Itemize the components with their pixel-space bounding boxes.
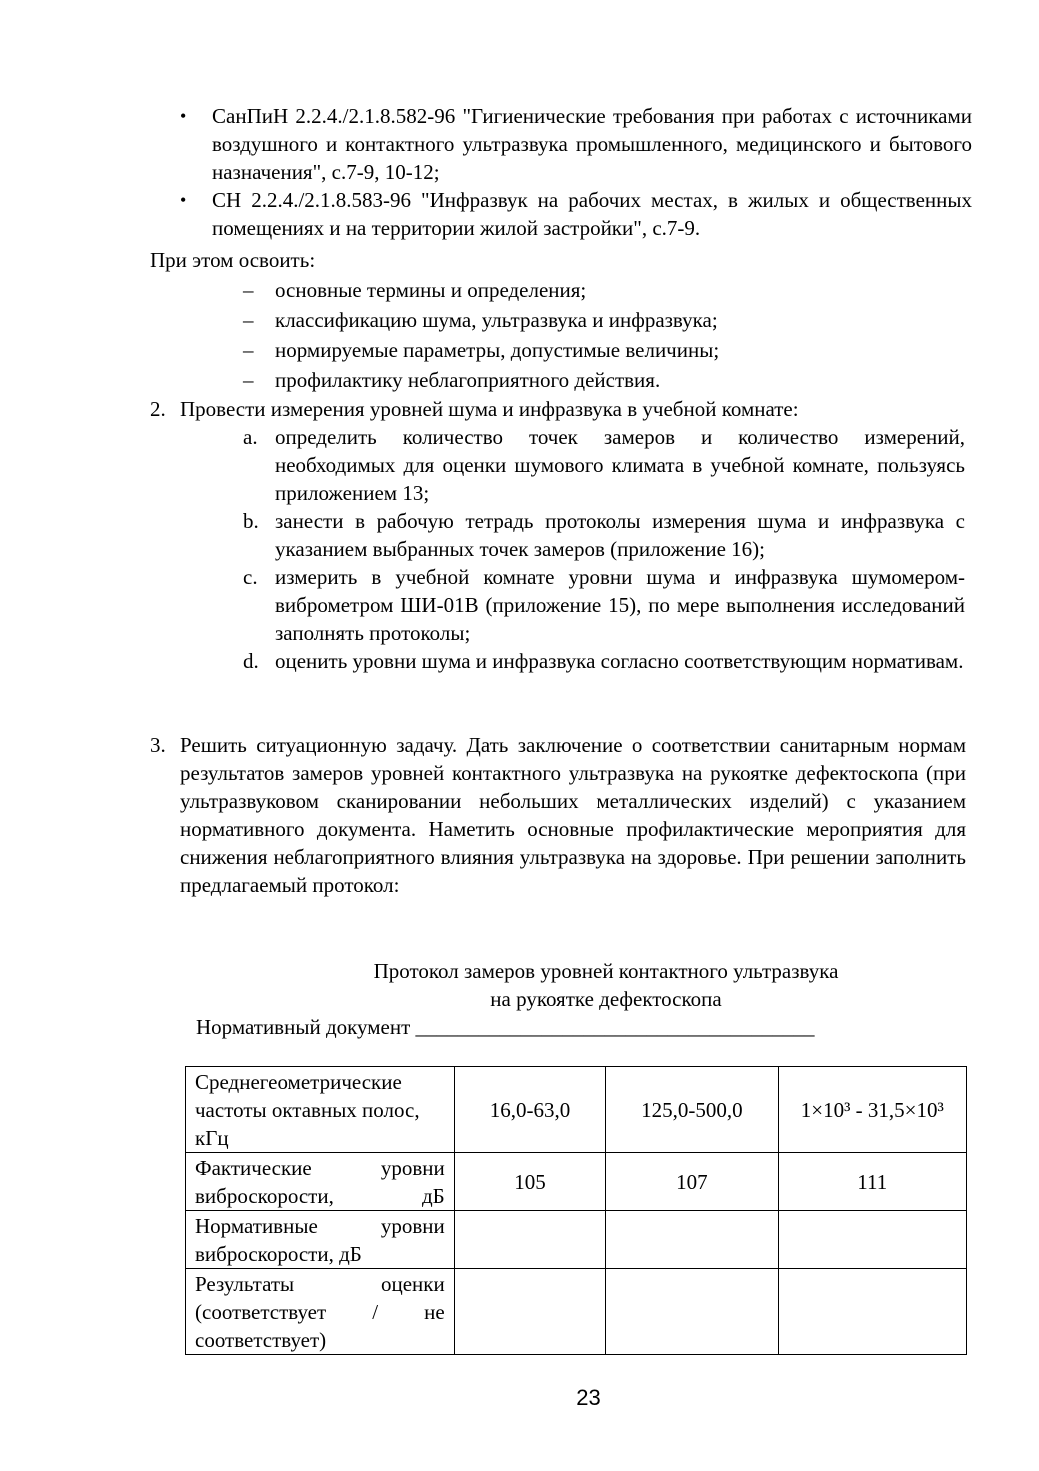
- subtask-list: [243, 423, 968, 675]
- table-header-cell: 125,0-500,0: [606, 1067, 778, 1153]
- dash-icon: –: [243, 368, 254, 392]
- reference-text: СанПиН 2.2.4./2.1.8.582-96 "Гигиенические требования при работах с источниками воздушного и контактного ультразвука промышленного, медицинского и бытового назначения", с.7-9, 10-12;: [212, 104, 972, 184]
- list-item: [243, 366, 719, 396]
- task-item-3: [150, 731, 968, 899]
- subtask-item: [243, 507, 968, 563]
- table-cell: [778, 1211, 966, 1269]
- dash-icon: –: [243, 278, 254, 302]
- bullet-icon: •: [180, 106, 187, 126]
- table-row: [186, 1211, 967, 1269]
- subtask-item: [243, 647, 968, 675]
- task-text: Провести измерения уровней шума и инфразвука в учебной комнате:: [180, 397, 799, 421]
- list-item: [243, 276, 719, 306]
- protocol-title-line: Протокол замеров уровней контактного ультразвука: [373, 959, 839, 983]
- list-item-text: нормируемые параметры, допустимые величины;: [275, 338, 720, 362]
- intro-text: При этом освоить:: [150, 248, 316, 272]
- reference-item: [180, 102, 980, 186]
- dash-icon: –: [243, 338, 254, 362]
- list-item: [243, 306, 719, 336]
- table-row: [186, 1153, 967, 1211]
- subtask-text: занести в рабочую тетрадь протоколы измерения шума и инфразвука с указанием выбранных точек замеров (приложение 16);: [275, 509, 965, 561]
- normative-document-blank: ______________________________________: [415, 1015, 815, 1039]
- topics-list: [243, 276, 719, 396]
- page-number: 23: [576, 1385, 601, 1410]
- table-header-cell: 16,0-63,0: [454, 1067, 605, 1153]
- list-item: [243, 336, 719, 366]
- protocol-title: [186, 957, 1026, 1013]
- subtask-text: оценить уровни шума и инфразвука согласно соответствующим нормативам.: [275, 649, 964, 673]
- table-cell: [606, 1269, 778, 1355]
- table-cell: 111: [778, 1153, 966, 1211]
- subtask-item: [243, 423, 968, 507]
- subtask-text: измерить в учебной комнате уровни шума и инфразвука шумомером-виброметром ШИ-01В (приложение 15), по мере выполнения исследований заполнять протоколы;: [275, 565, 965, 645]
- task-number: 2.: [150, 397, 166, 421]
- table-row: [186, 1269, 967, 1355]
- bullet-icon: •: [180, 190, 187, 210]
- task-number: 3.: [150, 733, 166, 757]
- table-cell: [454, 1269, 605, 1355]
- dash-icon: –: [243, 308, 254, 332]
- reference-item: [180, 186, 980, 242]
- table-cell: 107: [606, 1153, 778, 1211]
- table-cell: [778, 1269, 966, 1355]
- table-cell: [454, 1211, 605, 1269]
- list-item-text: классификацию шума, ультразвука и инфразвука;: [275, 308, 718, 332]
- table-row-label: Нормативные уровни виброскорости, дБ: [186, 1211, 455, 1269]
- reference-text: СН 2.2.4./2.1.8.583-96 "Инфразвук на рабочих местах, в жилых и общественных помещениях и на территории жилой застройки", с.7-9.: [212, 188, 972, 240]
- subtask-letter: d.: [243, 649, 259, 673]
- table-header-cell: 1×10³ - 31,5×10³: [778, 1067, 966, 1153]
- table-header-cell: Среднегеометрические частоты октавных полос, кГц: [186, 1067, 455, 1153]
- protocol-title-line: на рукоятке дефектоскопа: [490, 987, 722, 1011]
- subtask-letter: b.: [243, 509, 259, 533]
- task-item-2: [150, 395, 970, 423]
- reference-list: [180, 102, 980, 242]
- table-header-row: [186, 1067, 967, 1153]
- list-item-text: основные термины и определения;: [275, 278, 587, 302]
- table-cell: 105: [454, 1153, 605, 1211]
- subtask-item: [243, 563, 968, 647]
- task-text: Решить ситуационную задачу. Дать заключение о соответствии санитарным нормам результатов замеров уровней контактного ультразвука на рукоятке дефектоскопа (при ультразвуковом сканировании небольших металлических изделий) с указанием нормативного документа. Наметить основные профилактические мероприятия для снижения неблагоприятного влияния ультразвука на здоровье. При решении заполнить предлагаемый протокол:: [180, 733, 966, 897]
- list-item-text: профилактику неблагоприятного действия.: [275, 368, 661, 392]
- protocol-table: [185, 1066, 967, 1355]
- table-cell: [606, 1211, 778, 1269]
- subtask-letter: c.: [243, 565, 258, 589]
- table-row-label: Результаты оценки (соответствует / не соответствует): [186, 1269, 455, 1355]
- normative-document-label: Нормативный документ: [196, 1015, 411, 1039]
- table-row-label: Фактические уровни виброскорости, дБ: [186, 1153, 455, 1211]
- subtask-text: определить количество точек замеров и количество измерений, необходимых для оценки шумового климата в учебной комнате, пользуясь приложением 13;: [275, 425, 965, 505]
- subtask-letter: a.: [243, 425, 258, 449]
- normative-document-field: [196, 1013, 815, 1041]
